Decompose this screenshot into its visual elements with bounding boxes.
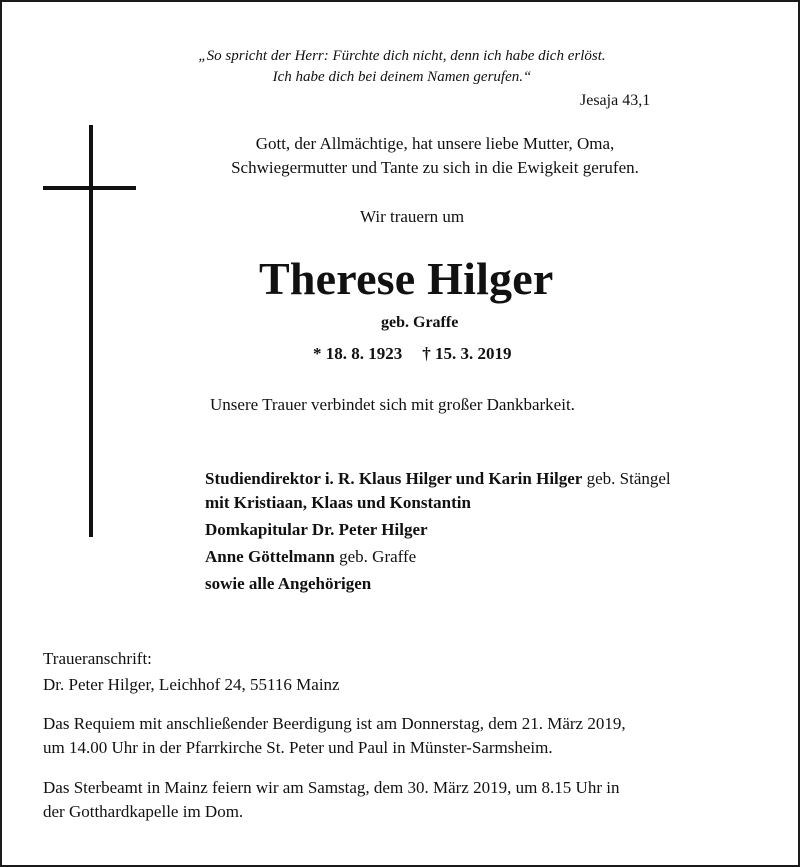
relative-line — [205, 547, 416, 567]
relative-name: Studiendirektor i. R. Klaus Hilger und Karin Hilger — [205, 469, 583, 488]
deceased-birth-name: geb. Graffe — [381, 314, 459, 331]
address-value: Dr. Peter Hilger, Leichhof 24, 55116 Mainz — [43, 675, 340, 694]
mass-line-2: der Gotthardkapelle im Dom. — [43, 802, 244, 821]
intro-line-1: Gott, der Allmächtige, hat unsere liebe Mutter, Oma, — [255, 134, 615, 153]
deceased-name: Therese Hilger — [259, 253, 554, 304]
mass-line-1: Das Sterbeamt in Mainz feiern wir am Samstag, dem 30. März 2019, um 8.15 Uhr in — [43, 778, 620, 797]
relative-note: geb. Graffe — [334, 547, 417, 566]
cross-icon-horizontal-bar — [43, 186, 136, 190]
relative-name: Anne Göttelmann — [205, 547, 335, 566]
relative-name: Domkapitular Dr. Peter Hilger — [205, 520, 428, 539]
quote-line-1: „So spricht der Herr: Fürchte dich nicht, denn ich habe dich erlöst. — [198, 48, 606, 64]
deceased-dates — [313, 344, 512, 364]
relative-name: sowie alle Angehörigen — [205, 574, 372, 593]
quote-line-2: Ich habe dich bei deinem Namen gerufen.“ — [272, 69, 532, 85]
requiem-line-1: Das Requiem mit anschließender Beerdigung ist am Donnerstag, dem 21. März 2019, — [43, 714, 626, 733]
relative-line — [205, 574, 371, 594]
relative-line — [205, 469, 671, 489]
birth-date: * 18. 8. 1923 — [313, 344, 403, 363]
intro-line-2: Schwiegermutter und Tante zu sich in die Ewigkeit gerufen. — [231, 158, 639, 177]
relative-name: mit Kristiaan, Klaas und Konstantin — [205, 493, 471, 512]
mourning-line: Wir trauern um — [360, 207, 465, 226]
address-label: Traueranschrift: — [43, 649, 152, 668]
relative-line — [205, 520, 428, 540]
requiem-line-2: um 14.00 Uhr in der Pfarrkirche St. Peter und Paul in Münster-Sarmsheim. — [43, 738, 553, 757]
relative-line — [205, 493, 471, 513]
death-date: † 15. 3. 2019 — [422, 344, 512, 363]
relative-note: geb. Stängel — [582, 469, 671, 488]
quote-reference: Jesaja 43,1 — [580, 92, 651, 109]
thanks-line: Unsere Trauer verbindet sich mit großer Dankbarkeit. — [210, 395, 575, 414]
